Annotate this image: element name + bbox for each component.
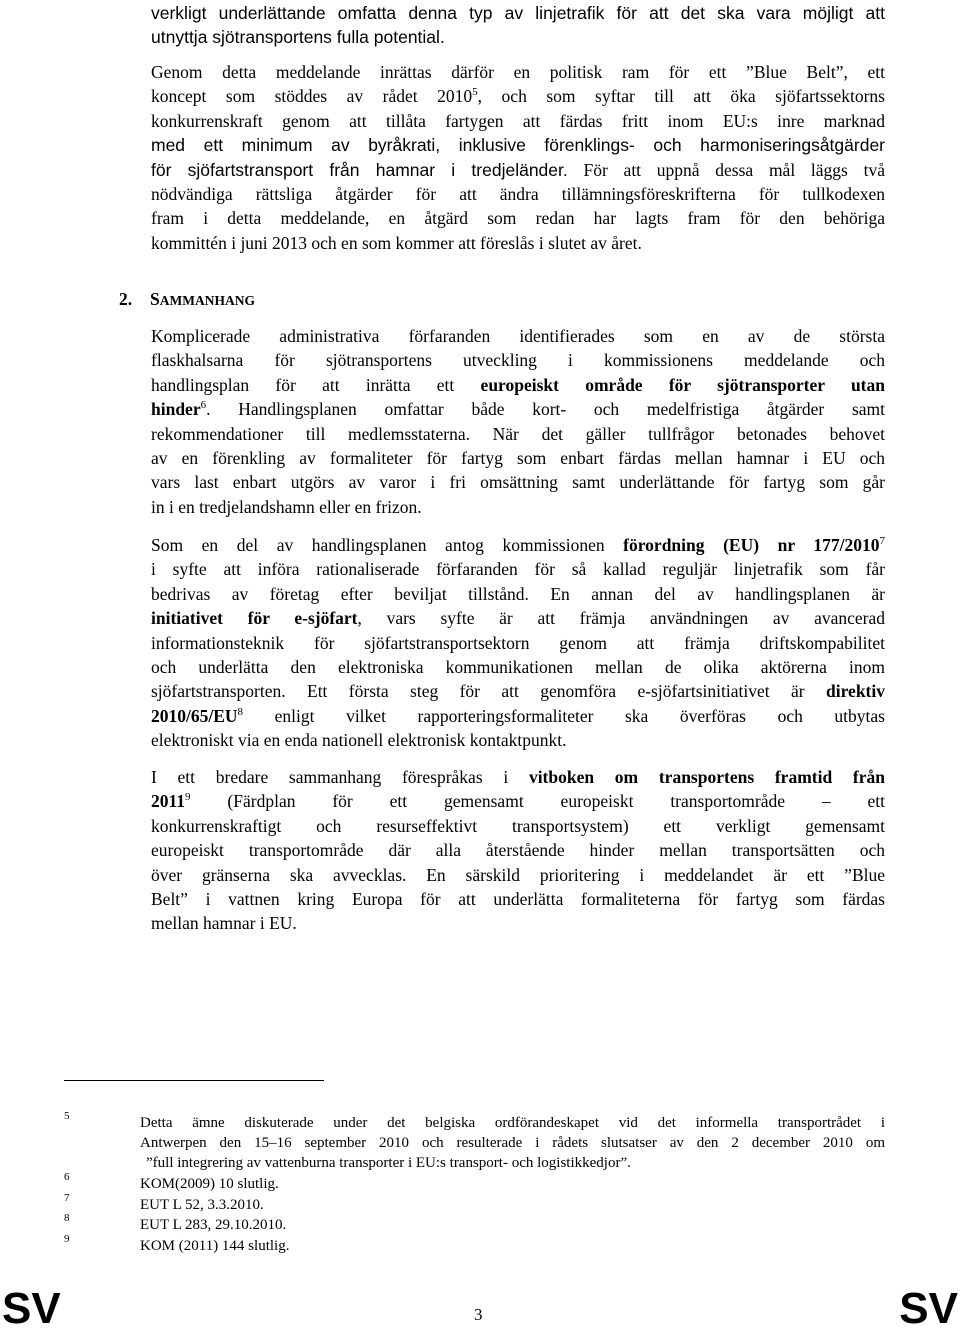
- paragraph-continuation: [151, 1, 885, 50]
- text-line: med ett minimum av byråkrati, inklusive förenklings- och harmoniseringsåtgärder: [151, 135, 885, 156]
- paragraph-blue-belt: [151, 60, 885, 255]
- text-line: rekommendationer till medlemsstaterna. När det gäller tullfrågor betonades behovet: [151, 423, 885, 444]
- footnote-ref-6[interactable]: 6: [200, 399, 207, 412]
- text-line: utnyttja sjötransportens fulla potential.: [151, 27, 445, 48]
- text-line: in i en tredjelandshamn eller en frizon.: [151, 496, 422, 517]
- bold-term: 2011: [151, 791, 186, 812]
- text-segment: (Färdplan för ett gemensamt europeiskt transportområde – ett: [190, 791, 885, 812]
- title-initial: S: [150, 289, 160, 309]
- footnote-text: KOM(2009) 10 slutlig.: [140, 1176, 279, 1192]
- text-line: fram i detta meddelande, en åtgärd som redan har lagts fram för den behöriga: [151, 208, 885, 229]
- footnote-marker: 6: [64, 1171, 70, 1183]
- text-line: elektroniskt via en enda nationell elektronisk kontaktpunkt.: [151, 730, 567, 751]
- footnote-marker: 8: [64, 1212, 70, 1224]
- section-title: [150, 289, 255, 310]
- footnote-ref-8[interactable]: 8: [237, 705, 244, 718]
- paragraph-action-plan: [151, 533, 885, 753]
- text-line: vars last enbart utgörs av varor i fri omsättning samt underlättande för fartyg som går: [151, 472, 885, 493]
- section-number: 2.: [119, 289, 133, 309]
- footnote-marker: 5: [64, 1110, 70, 1122]
- text-segment: för sjöfartstransport från hamnar i tredjeländer.: [151, 159, 568, 180]
- text-line: europeiskt transportområde där alla återstående hinder mellan transportsätten och: [151, 840, 885, 861]
- text-line: [151, 704, 885, 728]
- text-line: informationsteknik för sjöfartstransportsektorn genom att främja driftskompabilitet: [151, 632, 885, 653]
- footnote-text: EUT L 283, 29.10.2010.: [140, 1217, 287, 1233]
- text-segment: koncept som stöddes av rådet 2010: [151, 86, 473, 107]
- text-line: flaskhalsarna för sjötransportens utveckling i kommissionens meddelande och: [151, 350, 885, 371]
- text-segment: Som en del av handlingsplanen antog kommissionen: [151, 535, 624, 555]
- text-line: [151, 397, 885, 421]
- text-line: verkligt underlättande omfatta denna typ av linjetrafik för att det ska vara möjligt att: [151, 3, 885, 23]
- text-line: Komplicerade administrativa förfaranden identifierades som en av de största: [151, 326, 885, 346]
- text-line: och underlätta den elektroniska kommunikationen mellan de olika aktörerna inom: [151, 657, 885, 678]
- text-line: Detta ämne diskuterade under det belgiska ordförandeskapet vid det informella transportrådet i: [140, 1115, 885, 1131]
- footnote-separator: [64, 1080, 324, 1081]
- paragraph-administrative-procedures: [151, 324, 885, 519]
- footnote-ref-5[interactable]: 5: [472, 86, 478, 99]
- text-segment: enligt vilket rapporteringsformaliteter ska överföras och utbytas: [243, 705, 885, 726]
- text-line: nödvändiga rättsliga åtgärder för att ändra tillämningsföreskrifterna för tullkodexen: [151, 184, 885, 205]
- text-line: [151, 533, 885, 557]
- text-line: [151, 84, 885, 108]
- text-segment: I ett bredare sammanhang förespråkas i: [151, 767, 529, 787]
- text-line: [151, 789, 885, 813]
- text-line: Genom detta meddelande inrättas därför en politisk ram för ett ”Blue Belt”, ett: [151, 62, 885, 82]
- text-line: i syfte att införa rationaliserade förfaranden för så kallad reguljär linjetrafik som får: [151, 559, 885, 580]
- text-line: Antwerpen den 15–16 september 2010 och resulterade i rådets slutsatser av den 2 december 2010 om: [140, 1135, 885, 1151]
- footnote-marker: 7: [64, 1192, 70, 1204]
- text-line: [151, 158, 885, 182]
- text-line: mellan hamnar i EU.: [151, 913, 297, 934]
- footnote-marker: 9: [64, 1233, 70, 1245]
- text-line: konkurrenskraftigt och resurseffektivt transportsystem) ett verkligt gemensamt: [151, 815, 885, 836]
- text-line: kommittén i juni 2013 och en som kommer att föreslås i slutet av året.: [151, 232, 642, 253]
- footnote-text: EUT L 52, 3.3.2010.: [140, 1197, 264, 1213]
- bold-term: europeiskt område för sjötransporter utan: [480, 374, 885, 395]
- text-line: [151, 606, 885, 630]
- footnote-text: KOM (2011) 144 slutlig.: [140, 1238, 290, 1254]
- text-segment: , och som syftar till att öka sjöfartssektorns: [477, 86, 885, 107]
- text-segment: För att uppnå dessa mål läggs två: [567, 159, 885, 180]
- text-segment: handlingsplan för att inrätta ett: [151, 374, 481, 395]
- footer-language-left: SV: [2, 1284, 61, 1333]
- text-line: [151, 765, 885, 789]
- bold-term: 2010/65/EU: [151, 705, 238, 726]
- title-rest: AMMANHANG: [159, 293, 255, 308]
- bold-term: förordning (EU) nr 177/2010: [623, 535, 880, 555]
- text-segment: sjöfartstransporten. Ett första steg för att genomföra e-sjöfartsinitiativet är: [151, 681, 826, 702]
- text-line: Belt” i vattnen kring Europa för att underlätta formaliteterna för fartyg som färdas: [151, 889, 885, 910]
- text-line: [151, 373, 885, 397]
- footer-language-right: SV: [899, 1284, 958, 1333]
- bold-term: vitboken om transportens framtid från: [528, 767, 885, 787]
- text-segment: . Handlingsplanen omfattar både kort- och medelfristiga åtgärder samt: [206, 399, 885, 420]
- text-line: bedrivas av företag efter beviljat tillstånd. En annan del av handlingsplanen är: [151, 583, 885, 604]
- text-line: ”full integrering av vattenburna transporter i EU:s transport- och logistikkedjor”.: [146, 1155, 631, 1171]
- bold-term: initiativet för e-sjöfart: [151, 608, 358, 629]
- footnote-ref-7[interactable]: 7: [879, 535, 885, 547]
- footnote-ref-9[interactable]: 9: [185, 791, 191, 804]
- text-line: konkurrenskraft genom att tillåta fartygen att färdas fritt inom EU:s inre marknad: [151, 110, 885, 131]
- text-line: [151, 679, 885, 703]
- page-number: 3: [474, 1305, 483, 1324]
- text-segment: , vars syfte är att främja användningen av avancerad: [357, 608, 885, 629]
- text-line: av en förenkling av formaliteter för fartyg som enbart färdas mellan hamnar i EU och: [151, 448, 885, 469]
- footnote-text: [140, 1113, 885, 1173]
- bold-term: direktiv: [826, 681, 885, 702]
- bold-term: hinder: [151, 399, 201, 420]
- text-line: över gränserna ska avvecklas. En särskild prioritering i meddelandet är ett ”Blue: [151, 864, 885, 885]
- paragraph-white-paper: [151, 765, 885, 936]
